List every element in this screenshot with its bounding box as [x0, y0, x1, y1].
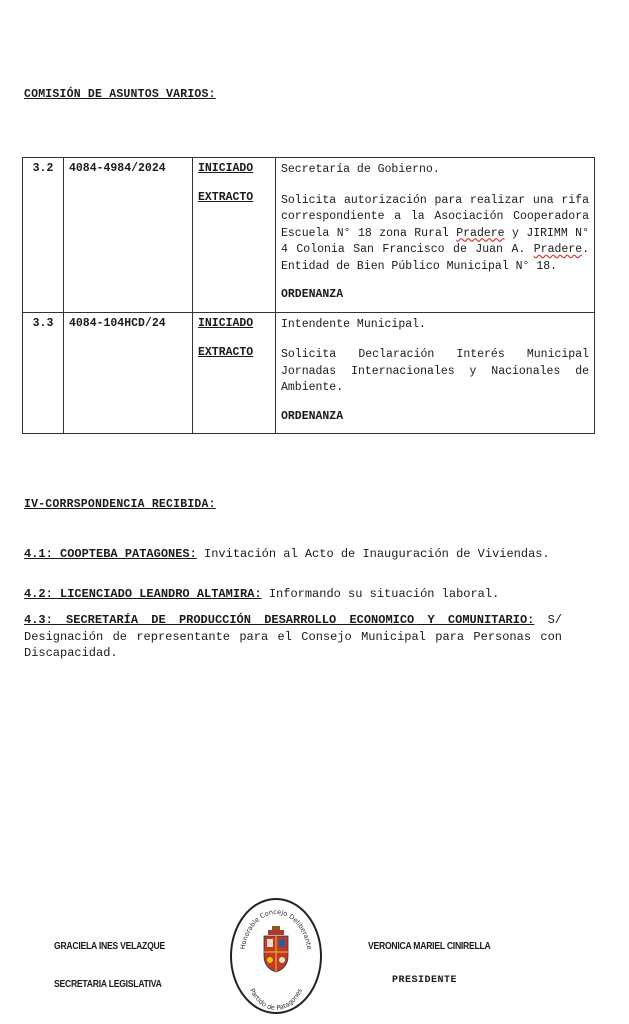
council-seal — [228, 896, 324, 1016]
right-signatory-title: PRESIDENTE — [392, 975, 458, 986]
table-row — [23, 312, 595, 434]
extract-label: EXTRACTO — [198, 345, 254, 359]
initiated-by: Secretaría de Gobierno. — [281, 163, 440, 176]
item-number: 3.3 — [23, 312, 64, 434]
item-code: 4084-4984/2024 — [64, 158, 193, 313]
coat-of-arms-icon — [264, 926, 288, 972]
extract-text: Solicita Declaración Interés Municipal Jornadas Internacionales y Nacionales de Ambiente. — [281, 348, 589, 394]
correspondence-item: 4.1: COOPTEBA PATAGONES: Invitación al Acto de Inauguración de Viviendas. — [24, 547, 550, 561]
right-signatory-name: VERONICA MARIEL CINIRELLA — [368, 940, 491, 952]
table-row — [23, 158, 595, 313]
items-table — [22, 157, 595, 434]
seal-top-text: Honorable Concejo Deliberante — [238, 907, 314, 951]
left-signatory-title: SECRETARIA LEGISLATIVA — [54, 978, 162, 990]
resolution: ORDENANZA — [281, 288, 344, 301]
initiated-label: INICIADO — [198, 162, 254, 175]
initiated-by: Intendente Municipal. — [281, 317, 426, 331]
seal-bottom-text: Partido de Patagones — [248, 987, 304, 1013]
extract-text: Solicita autorización para realizar una rifa correspondiente a la Asociación Cooperadora Escuela N° 18 zona Rural Pradere y JIRIMM N° 4 Colonia San Francisco de Juan A. Pradere. Entidad de Bien Público Municipal N° 18. — [281, 193, 589, 273]
item-number: 3.2 — [23, 158, 64, 313]
correspondence-item: 4.3: SECRETARÍA DE PRODUCCIÓN DESARROLLO ECONOMICO Y COMUNITARIO: S/ Designación de representante para el Consejo Municipal para Personas con Discapacidad. — [24, 613, 563, 660]
left-signatory-name: GRACIELA INES VELAZQUE — [54, 940, 165, 952]
commission-heading: COMISIÓN DE ASUNTOS VARIOS: — [24, 88, 216, 101]
correspondence-item: 4.2: LICENCIADO LEANDRO ALTAMIRA: Informando su situación laboral. — [24, 587, 500, 601]
extract-label: EXTRACTO — [198, 191, 254, 204]
correspondence-heading: IV-CORRSPONDENCIA RECIBIDA: — [24, 498, 216, 511]
resolution: ORDENANZA — [281, 409, 344, 423]
item-code: 4084-104HCD/24 — [64, 312, 193, 434]
initiated-label: INICIADO — [198, 316, 254, 330]
